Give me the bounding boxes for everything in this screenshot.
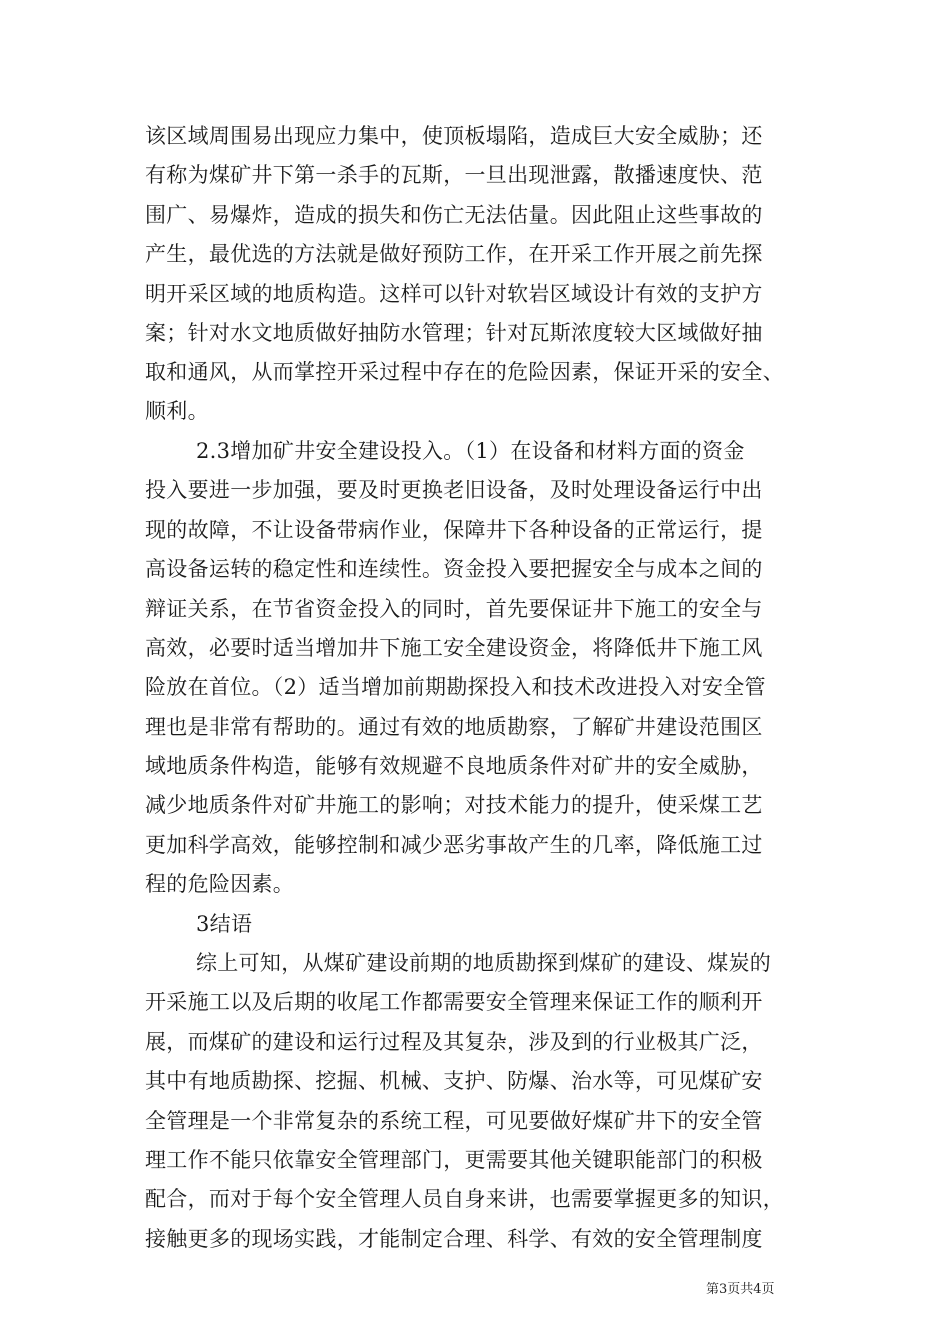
paragraph-line: 现的故障，不让设备带病作业，保障井下各种设备的正常运行，提	[145, 518, 763, 542]
paragraph-line: 展，而煤矿的建设和运行过程及其复杂，涉及到的行业极其广泛，	[145, 1030, 763, 1054]
paragraph-line: 险放在首位。（2）适当增加前期勘探投入和技术改进投入对安全管	[145, 675, 766, 699]
paragraph-line: 更加科学高效，能够控制和减少恶劣事故产生的几率，降低施工过	[145, 833, 763, 857]
paragraph-line: 高效，必要时适当增加井下施工安全建设资金，将降低井下施工风	[145, 636, 763, 660]
paragraph-line: 综上可知，从煤矿建设前期的地质勘探到煤矿的建设、煤炭的	[196, 951, 772, 975]
paragraph-line: 有称为煤矿井下第一杀手的瓦斯，一旦出现泄露，散播速度快、范	[145, 163, 763, 187]
paragraph-line: 接触更多的现场实践，才能制定合理、科学、有效的安全管理制度	[145, 1227, 763, 1251]
paragraph-line: 该区域周围易出现应力集中，使顶板塌陷，造成巨大安全威胁；还	[145, 124, 763, 148]
page-number: 第3页共4页	[706, 1282, 775, 1297]
paragraph-line: 围广、易爆炸，造成的损失和伤亡无法估量。因此阻止这些事故的	[145, 203, 763, 227]
paragraph-line: 配合，而对于每个安全管理人员自身来讲，也需要掌握更多的知识，	[145, 1187, 784, 1211]
paragraph-line: 全管理是一个非常复杂的系统工程，可见要做好煤矿井下的安全管	[145, 1109, 763, 1133]
paragraph-line: 明开采区域的地质构造。这样可以针对软岩区域设计有效的支护方	[145, 282, 763, 306]
paragraph-line: 案；针对水文地质做好抽防水管理；针对瓦斯浓度较大区域做好抽	[145, 321, 763, 345]
paragraph-line: 取和通风，从而掌控开采过程中存在的危险因素，保证开采的安全、	[145, 360, 784, 384]
paragraph-line: 程的危险因素。	[145, 872, 295, 896]
paragraph-line: 理工作不能只依靠安全管理部门，更需要其他关键职能部门的积极	[145, 1148, 763, 1172]
section-heading-3: 3结语	[196, 912, 253, 936]
paragraph-line: 辩证关系，在节省资金投入的同时，首先要保证井下施工的安全与	[145, 597, 763, 621]
paragraph-line: 开采施工以及后期的收尾工作都需要安全管理来保证工作的顺利开	[145, 990, 763, 1014]
paragraph-line: 投入要进一步加强，要及时更换老旧设备，及时处理设备运行中出	[145, 478, 763, 502]
paragraph-line: 产生，最优选的方法就是做好预防工作，在开采工作开展之前先探	[145, 242, 763, 266]
paragraph-line: 理也是非常有帮助的。通过有效的地质勘察，了解矿井建设范围区	[145, 715, 763, 739]
paragraph-line: 顺利。	[145, 399, 209, 423]
section-heading-2-3: 2.3增加矿井安全建设投入。（1）在设备和材料方面的资金	[196, 439, 745, 463]
paragraph-line: 减少地质条件对矿井施工的影响；对技术能力的提升，使采煤工艺	[145, 793, 763, 817]
paragraph-line: 其中有地质勘探、挖掘、机械、支护、防爆、治水等，可见煤矿安	[145, 1069, 763, 1093]
paragraph-line: 高设备运转的稳定性和连续性。资金投入要把握安全与成本之间的	[145, 557, 763, 581]
paragraph-line: 域地质条件构造，能够有效规避不良地质条件对矿井的安全威胁，	[145, 754, 763, 778]
